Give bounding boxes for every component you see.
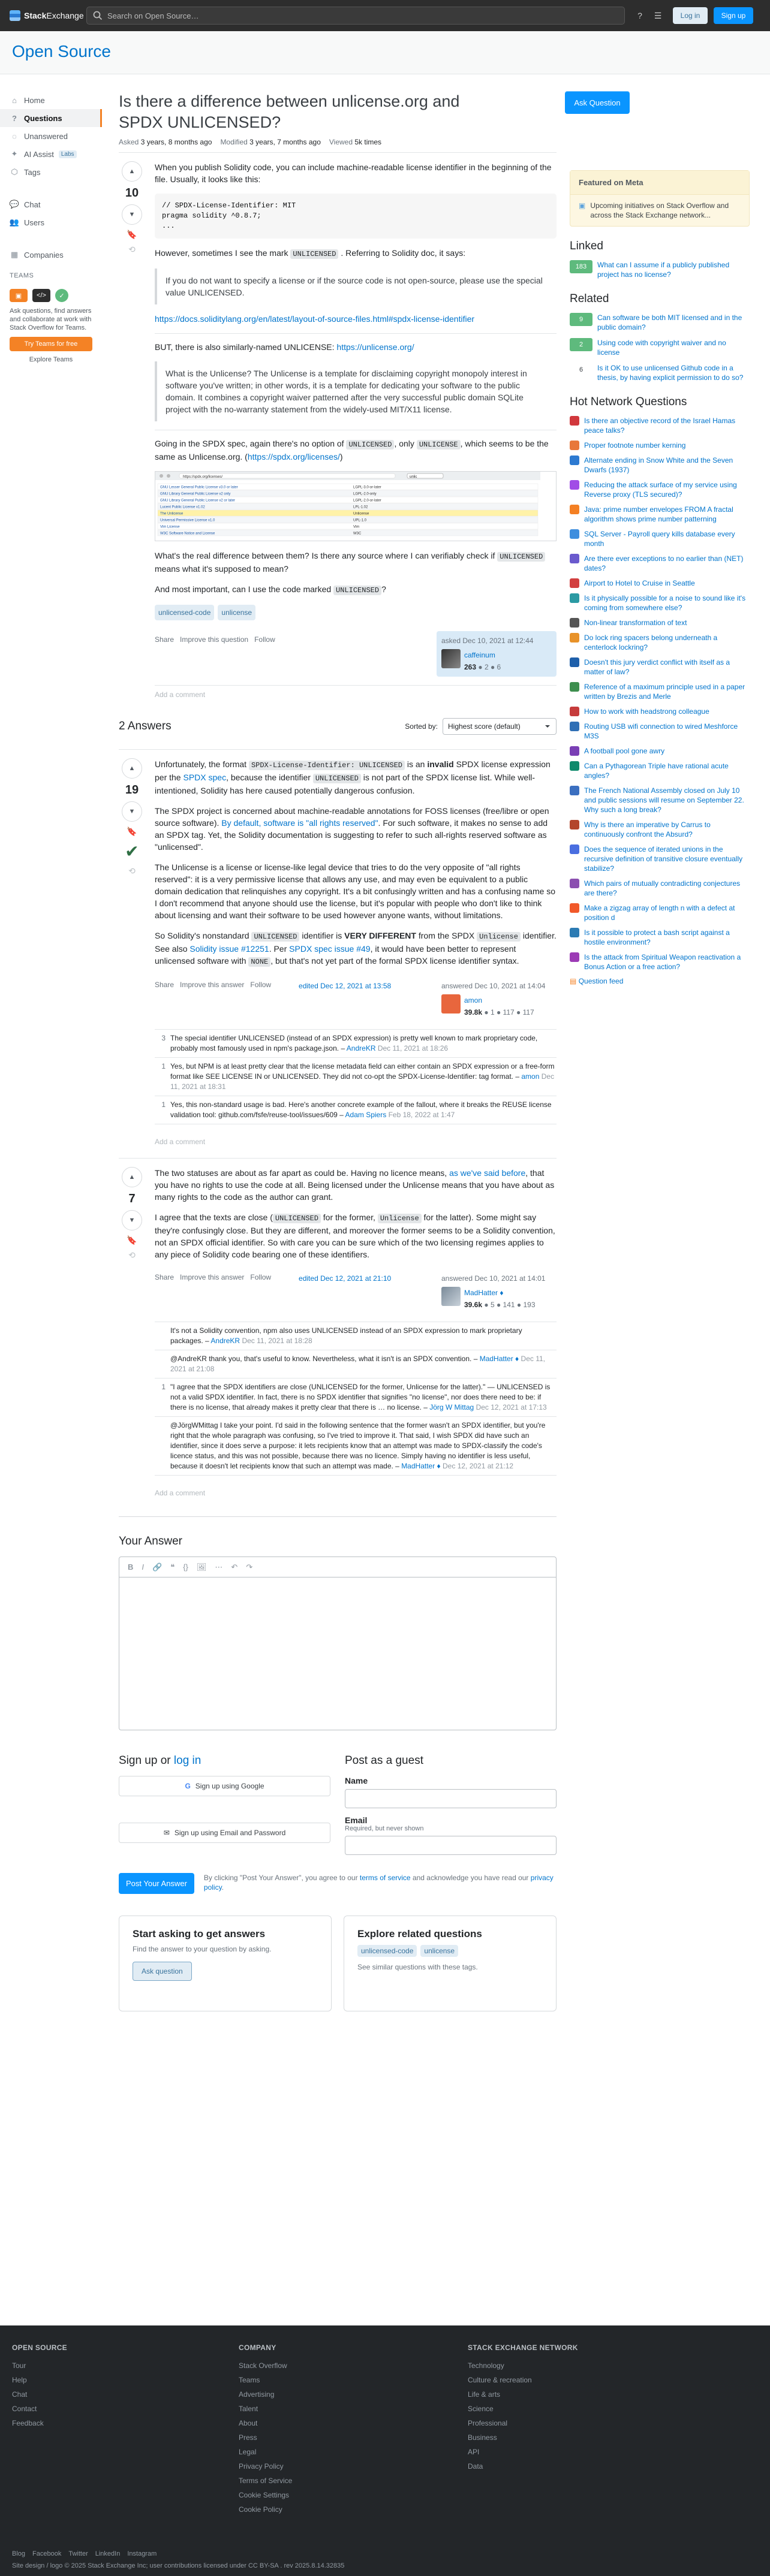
teams-promo: ▣ </> ✓ Ask questions, find answers and collaborate at work with Stack Overflow for Teams. Try Teams for free Explore Teams (0, 279, 102, 363)
footer-link[interactable]: Terms of Service (239, 2477, 293, 2485)
footer-link[interactable]: Tour (12, 2361, 26, 2370)
footer-link[interactable]: Data (468, 2462, 483, 2471)
unanswered-icon: ◌ (12, 131, 17, 141)
hot-network-question[interactable]: Are there ever exceptions to no earlier than (NET) dates? (570, 554, 750, 573)
code-block: // SPDX-License-Identifier: MIT pragma solidity ^0.8.7; ... (155, 194, 557, 239)
divider (119, 1516, 557, 1517)
copyright: Site design / logo © 2025 Stack Exchange Inc; user contributions licensed under CC BY-SA . rev 2025.8.14.32835 (12, 2562, 345, 2569)
screenshot-svg (155, 472, 540, 538)
email-icon: ✉ (163, 1829, 170, 1837)
spdx-licenses-link[interactable]: https://spdx.org/licenses/ (247, 452, 340, 461)
footer-link[interactable]: Talent (239, 2405, 258, 2413)
post-answer-button[interactable]: Post Your Answer (119, 1873, 194, 1894)
signup-button[interactable]: Sign up (714, 7, 753, 24)
footer-link[interactable]: Chat (12, 2390, 28, 2399)
shot-row-name: The Unlicense (160, 512, 184, 516)
downvote-button[interactable]: ▼ (122, 204, 142, 225)
question-footer (155, 631, 557, 677)
footer-link[interactable]: Help (12, 2376, 27, 2384)
ask-question-button[interactable]: Ask Question (565, 91, 630, 114)
your-answer-heading: Your Answer (119, 1535, 182, 1548)
site-icon (570, 879, 579, 888)
hot-network-question[interactable]: Make a zigzag array of length n with a defect at position d (570, 903, 750, 922)
image-icon[interactable]: 🖼 (196, 1562, 207, 1571)
comment: 1 Yes, this non-standard usage is bad. Here's another concrete example of the fallout, where it breaks the REUSE license validation tool: github.com/fsfe/reuse-tool/issues/609 – Adam Spiers Feb 18, 2022 at 1:47 (155, 1096, 557, 1124)
accepted-check-icon: ✔ (125, 842, 139, 861)
email-field[interactable] (345, 1836, 557, 1855)
linked-question[interactable]: 183 What can I assume if a publicly published project has no license? (570, 260, 750, 279)
all-rights-reserved-link[interactable]: By default, software is "all rights reserved" (221, 818, 378, 828)
question-title[interactable]: Is there a difference between unlicense.org and SPDX UNLICENSED? (119, 92, 460, 131)
footer-link[interactable]: Life & arts (468, 2390, 501, 2399)
vote-count: 19 (125, 783, 139, 797)
blockquote: If you do not want to specify a license or if the source code is not open-source, please use the special value UNLICENSED. (155, 269, 557, 304)
explore-teams-link[interactable]: Explore Teams (29, 356, 73, 363)
avatar[interactable] (441, 649, 461, 668)
footer-link[interactable]: Teams (239, 2376, 260, 2384)
shot-row-id: W3C (353, 532, 362, 536)
question-tags (155, 605, 557, 620)
social-link[interactable]: Twitter (68, 2550, 88, 2557)
shot-search: unlic (410, 475, 417, 479)
answerer-card: answered Dec 10, 2021 at 14:04 amon 39.8k ● 1 ● 117 ● 117 (441, 982, 546, 1016)
footer-link[interactable]: Contact (12, 2405, 37, 2413)
shot-row (158, 523, 538, 529)
comment-author-link[interactable]: MadHatter ♦ (401, 1462, 441, 1470)
hot-network-question[interactable]: Proper footnote number kerning (570, 441, 750, 450)
home-icon: ⌂ (12, 95, 17, 105)
footer-link[interactable]: About (239, 2419, 258, 2427)
site-icon (570, 682, 579, 692)
stackexchange-logo-icon (10, 10, 20, 21)
unlicense-link[interactable]: https://unlicense.org/ (336, 342, 414, 352)
footer-link[interactable]: Professional (468, 2419, 508, 2427)
try-teams-button[interactable]: Try Teams for free (10, 337, 92, 351)
search-icon (93, 11, 103, 20)
featured-item[interactable]: ▣ Upcoming initiatives on Stack Overflow and across the Stack Exchange network... (579, 201, 729, 219)
improve-answer-link[interactable]: Improve this answer (180, 1273, 245, 1281)
improve-answer-link[interactable]: Improve this answer (180, 981, 245, 989)
quote-icon[interactable]: ❝ (170, 1562, 175, 1571)
site-switcher-icon[interactable]: ☰ (654, 10, 662, 20)
spdx-screenshot-image[interactable] (155, 471, 557, 541)
related-question[interactable]: 6 Is it OK to use unlicensed Github code in a thesis, by having explicit permission to do so? (570, 363, 750, 382)
hot-network-question[interactable]: Which pairs of mutually contradicting conjectures are there? (570, 879, 750, 898)
footer-column-network: STACK EXCHANGE NETWORK Technology Culture & recreation Life & arts Science Professional Business API Data (468, 2343, 578, 2471)
site-icon (570, 844, 579, 854)
hot-network-question[interactable]: Does the sequence of iterated unions in the recursive definition of transitive closure eventually stabilize? (570, 844, 750, 873)
comment: 1 Yes, but NPM is at least pretty clear that the license metadata field can either contain an SPDX expression or a free-form format like SEE LICENSE IN or UNLICENSED. They did not co-opt the SPDX-License-Identifier: tag format. – amon Dec 11, 2021 at 18:31 (155, 1058, 557, 1096)
tag-unlicense[interactable]: unlicense (218, 605, 255, 620)
comment: 1 "I agree that the SPDX identifiers are close (UNLICENSED for the former, Unlicense for the latter)." — UNLICENSED is not a valid SPDX identifier. In fact, there is no SPDX identifier that signifies "no license", nor does there need to be: if there is no license, that already makes it pretty clear that there is … no license. – Jörg W Mittag Dec 12, 2021 at 17:13 (155, 1379, 557, 1417)
site-icon (570, 416, 579, 426)
tag-unlicensed-code[interactable]: unlicensed-code (155, 605, 214, 620)
hot-network-question[interactable]: Is there an objective record of the Israel Hamas peace talks? (570, 416, 750, 435)
google-icon: G (185, 1782, 191, 1790)
site-icon (570, 578, 579, 588)
solidity-docs-link[interactable]: https://docs.soliditylang.org/en/latest/layout-of-source-files.html#spdx-license-identifier (155, 314, 475, 324)
search-input[interactable]: Search on Open Source… (86, 7, 625, 25)
italic-icon[interactable]: I (142, 1563, 145, 1571)
upvote-button[interactable]: ▲ (122, 758, 142, 779)
related-heading: Related (570, 292, 609, 305)
follow-link[interactable]: Follow (250, 981, 272, 989)
hot-network-question[interactable]: Do lock ring spacers belong underneath a centerlock lockring? (570, 633, 750, 652)
comment: @JörgWMittag I take your point. I'd said in the following sentence that the former wasn't an SPDX identifier, but you're right that the whole paragraph was confusing, so I've tried to improve it. That said, I wish SPDX did have such an identifier, since it does serve a purpose: it lets recipients know that an attempt was made to SPDX-classify the code's licence status, and this was not possible, because there was no licence. Simply having no identifier is less useful, because it doesn't let recipients know that such an attempt was made. – MadHatter ♦ Dec 12, 2021 at 21:12 (155, 1417, 557, 1476)
site-icon (570, 657, 579, 667)
nav-home[interactable]: ⌂ Home (0, 91, 102, 109)
site-title[interactable]: Open Source (12, 42, 111, 61)
shot-row-name: Universal Permissive License v1.0 (160, 518, 215, 523)
history-icon[interactable]: ⟲ (128, 1250, 136, 1260)
rss-icon: ▤ (570, 977, 577, 985)
footer-link[interactable]: Culture & recreation (468, 2376, 532, 2384)
footer-link[interactable]: Technology (468, 2361, 504, 2370)
avatar[interactable] (441, 994, 461, 1013)
chat-icon: 💬 (9, 200, 20, 209)
nav-ai-assist[interactable]: ✦ AI Assist Labs (0, 145, 102, 163)
comment-list (155, 1322, 557, 1476)
answer-footer (155, 976, 557, 1022)
hot-network-question[interactable]: How to work with headstrong colleague (570, 707, 750, 716)
site-icon (570, 903, 579, 913)
site-icon (570, 928, 579, 937)
answer-vote-cell (119, 758, 145, 1022)
said-before-link[interactable]: as we've said before (449, 1168, 526, 1178)
vote-count: 7 (128, 1192, 136, 1205)
footer-link[interactable]: Press (239, 2433, 257, 2442)
comment-author-link[interactable]: amon (521, 1072, 540, 1081)
comment-author-link[interactable]: MadHatter ♦ (479, 1355, 519, 1363)
editor-toolbar (119, 1557, 556, 1577)
site-icon (570, 761, 579, 771)
upvote-button[interactable]: ▲ (122, 1167, 142, 1187)
site-icon (570, 480, 579, 490)
asker-card: asked Dec 10, 2021 at 12:44 caffeinum 263 ● 2 ● 6 (437, 631, 557, 677)
site-icon (570, 529, 579, 539)
meta-icon: ▣ (579, 201, 586, 210)
answers-header: 2 Answers Sorted by: Highest score (default) (119, 718, 557, 741)
add-comment-link[interactable]: Add a comment (155, 1489, 206, 1497)
nav-questions[interactable]: ? Questions (0, 109, 102, 127)
site-icon (570, 786, 579, 795)
spdx-spec-link[interactable]: SPDX spec (183, 773, 227, 782)
nav-chat[interactable]: 💬 Chat (9, 200, 41, 209)
shot-row-id: LGPL-3.0-or-later (353, 485, 381, 490)
question-feed-link[interactable]: Question feed (578, 977, 624, 985)
nav-companies[interactable]: ▦ Companies (10, 250, 64, 260)
main-content: Is there a difference between unlicense.org and SPDX UNLICENSED? Asked 3 years, 8 months ago Modified 3 years, 7 months ago Viewed 5k times ▲ 10 ▼ 🔖 ⟲ When you publish Solidity code, you can include machine-readable license identifier in the beginning of the file. Usually, it looks like this: // SPDX-License-Identifier: MIT pragma solidity ^0.8.7; ... However, sometimes I see the mark UNLICENSED . Referring to Solidity doc, it says: If you do not want to specify a license or if the source code is not open-source, please use the special value UNLICENSED. https://docs.soliditylang.org/en/latest/layout-of-source-files.html#spdx-license-identifier BUT, there is also similarly-named UNLICENSE: https://unlicense.org/ What is the Unlicense? The Unlicense is a template for disclaiming copyright monopoly interest in software you've written; in other words, it is a template for dedicating your software to the public domain. It combines a copyright waiver patterned after the very successful public domain SQLite project with the no-warranty statement from the widely-used MIT/X11 license. Going in the SPDX spec, again there's no option of UNLICENSED , only UNLICENSE , which seems to be the same as Unlicense.org. (https://spdx.org/licenses/) https://spdx.org/licenses/ unlic GNU Lesser General Public License v3.0 or later LGPL-3.0-or-later GNU Library General Public License v2 only LGPL-2.0-only GNU Library General Public License v2 or later LGPL-2.0-or-later Lucent Public License v1.02 LPL-1.02 The Unlicense Unlicense Universal Permissive License v1.0 UPL-1.0 Vim License Vim W3C Software Notice and License W3C What's the real difference between them? Is there any source where I can verifiably check if UNLICENSED means what it's supposed to mean? And most important, can I use the code marked UNLICENSED ? unlicensed-code unlicense Share Improve this question Follow asked Dec 10, 2021 at 12:44 caffeinum 263 ● 2 ● 6 Add a comment 2 Answers Sorted by: Highest score (default) ▲ 19 ▼ 🔖 ✔ ⟲ Unfortunately, the format SPDX-License-Identifier: UNLICENSED is an invalid SPDX license expression per the SPDX spec, because the identifier UNLICENSED is not part of the SPDX license list. While well-intentioned, Solidity has here caused potentially dangerous confusion. The SPDX project is concerned about machine-readable annotations for FOSS licenses (free/libre or open source software). By default, software is "all rights reserved". For such software, it makes no sense to add an SPDX tag. Yet, the Solidity documentation is suggesting to refer to such all-rights reserved software as "unlicensed". The Unlicense is a license or license-like legal device that tries to do the very opposite of "all rights reserved": it is a very permissive license that allows any use, and may even be equivalent to a public domain dedication that relinquishes any copyright. It's a bit confusingly written and has a confusing name so I don't recommend that anyone should use the license, but it's popular with people who don't like to think about licensing and want their software to be used however anyone wants, without limitations. So Solidity's nonstandard UNLICENSED identifier is VERY DIFFERENT from the SPDX Unlicense identifier. See also Solidity issue #12251. Per SPDX spec issue #49, it would have been better to represent unlicensed software with NONE , but that's not yet part of the formal SPDX license identifier syntax. Share Improve this answer Follow edited Dec 12, 2021 at 13:58 answered Dec 10, 2021 at 14:04 amon 39.8k ● 1 ● 117 ● 117 3 The special identifier UNLICENSED (instead of an SPDX expression) is pretty well known to mark proprietary code, probably most famously used in npm's package.json. – AndreKR Dec 11, 2021 at 18:26 1 Yes, but NPM is at least pretty clear that the license metadata field can either contain an SPDX expression or a free-form format like SEE LICENSE IN or UNLICENSED. They did not co-opt the SPDX-License-Identifier: tag format. – amon Dec 11, 2021 at 18:31 1 Yes, this non-standard usage is bad. Here's another concrete example of the fallout, where it breaks the REUSE license validation tool: github.com/fsfe/reuse-tool/issues/609 – Adam Spiers Feb 18, 2022 at 1:47 Add a comment ▲ 7 ▼ 🔖 ⟲ The two statuses are about as far apart as could be. Having no licence means, as we've said before, that you have no rights to use the code at all. Being licensed under the Unlicense means that you have about as many rights to the code as the author can grant. I agree that the texts are close ( UNLICENSED for the former, Unlicense for the latter). Some might say they're confusingly close. But they are different, and moreover the former seems to be a Solidity convention, not an SPDX official identifier. So with care you can be sure which of the two licensing regimes applies to any piece of Solidity code bearing one of these identifiers. Share Improve this answer Follow edited Dec 12, 2021 at 21:10 answered Dec 10, 2021 at 14:01 MadHatter ♦ 39.6k ● 5 ● 141 ● 193 It's not a Solidity convention, npm also uses UNLICENSED instead of an SPDX expression to mark proprietary packages. – AndreKR Dec 11, 2021 at 18:28 @AndreKR thank you, that's useful to know. Nevertheless, what it isn't is an SPDX convention. – MadHatter ♦ Dec 11, 2021 at 21:08 1 "I agree that the SPDX identifiers are close (UNLICENSED for the former, Unlicense for the latter)." — UNLICENSED is not a valid SPDX identifier. In fact, there is no SPDX identifier that signifies "no license", nor does there need to be: if there is no license, that already makes it pretty clear that there is … no license. – Jörg W Mittag Dec 12, 2021 at 17:13 @JörgWMittag I take your point. I'd said in the following sentence that the former wasn't an SPDX identifier, but you're right that the whole paragraph was confusing, so I've tried to improve it. That said, I wish SPDX did have such an identifier, since it does serve a purpose: it lets recipients know that an attempt was made to SPDX-classify the code's licence status, and this was not possible, because there was no licence. Simply having no identifier is less useful, because it doesn't let recipients know that such an attempt was made. – MadHatter ♦ Dec 12, 2021 at 21:12 Add a comment Your Answer B I 🔗 ❝ {} 🖼 ⋯ ↶ ↷ Sign up or log in G Sign up using Google ✉ Sign up using Email and Password Post as a guest Name Email Required, but never shown Post Your Answer By clicking "Post Your Answer", you agree to our terms of service and acknowledge you have read our privacy policy. Start asking to get answers Find the answer to your question by asking. Ask question Explore related questions unlicensed-code unlicense See similar questions with these tags. (119, 91, 557, 2011)
site-icon (570, 746, 579, 756)
question-vote-cell (119, 161, 145, 677)
code-icon[interactable]: {} (183, 1563, 188, 1571)
shot-row-id: Vim (353, 525, 360, 529)
user-link[interactable]: caffeinum (464, 651, 495, 659)
hot-network-list (570, 416, 750, 972)
hot-network-question[interactable]: Reducing the attack surface of my service using Reverse proxy (TLS secured)? (570, 480, 750, 499)
questions-icon: ? (12, 113, 17, 123)
shot-row-name: Vim License (160, 525, 180, 529)
hot-network-question[interactable]: A football pool gone awry (570, 746, 750, 756)
start-asking-box: Start asking to get answers Find the answer to your question by asking. Ask question (119, 1916, 332, 2011)
shot-row-name: W3C Software Notice and License (160, 532, 215, 536)
site-icon (570, 820, 579, 829)
privacy-link[interactable]: privacy policy (203, 1874, 554, 1892)
hot-network-question[interactable]: Is it possible to protect a bash script against a hostile environment? (570, 928, 750, 947)
login-link[interactable]: log in (173, 1754, 201, 1767)
answer-footer (155, 1269, 557, 1314)
hot-network-question[interactable]: Airport to Hotel to Cruise in Seattle (570, 578, 750, 588)
site-icon (570, 554, 579, 563)
hot-network-question[interactable]: Doesn't this jury verdict conflict with itself as a matter of law? (570, 657, 750, 677)
teams-heading: TEAMS (10, 272, 34, 279)
user-link[interactable]: amon (464, 996, 483, 1005)
shot-row-id: LGPL-2.0-only (353, 492, 377, 496)
site-icon (570, 707, 579, 716)
terms-link[interactable]: terms of service (359, 1874, 411, 1882)
featured-on-meta: Featured on Meta ▣ Upcoming initiatives on Stack Overflow and across the Stack Exchange network... (570, 170, 750, 227)
hot-network-question[interactable]: Routing USB wifi connection to wired Meshforce M3S (570, 722, 750, 741)
answerer-card: answered Dec 10, 2021 at 14:01 MadHatter ♦ 39.6k ● 5 ● 141 ● 193 (441, 1274, 546, 1309)
share-link[interactable]: Share (155, 981, 175, 989)
user-link[interactable]: MadHatter ♦ (464, 1289, 504, 1297)
hot-network-question[interactable]: SQL Server - Payroll query kills database every month (570, 529, 750, 548)
related-question[interactable]: 2 Using code with copyright waiver and no license (570, 338, 750, 357)
improve-question-link[interactable]: Improve this question (180, 635, 249, 644)
stackexchange-logo[interactable]: StackExchange (10, 10, 88, 21)
history-icon[interactable]: ⟲ (128, 245, 136, 254)
shot-row-id: Unlicense (353, 512, 369, 516)
answer-body: The two statuses are about as far apart as could be. Having no licence means, as we've said before, that you have no rights to use the code at all. Being licensed under the Unlicense means that you have about as many rights to the code as the author can grant. I agree that the texts are close ( UNLICENSED for the former, Unlicense for the latter). Some might say they're confusingly close. But they are different, and moreover the former seems to be a Solidity convention, not an SPDX official identifier. So with care you can be sure which of the two licensing regimes applies to any piece of Solidity code bearing one of these identifiers. Share Improve this answer Follow edited Dec 12, 2021 at 21:10 answered Dec 10, 2021 at 14:01 MadHatter ♦ 39.6k ● 5 ● 141 ● 193 (145, 1167, 557, 1314)
tag-unlicense[interactable]: unlicense (420, 1945, 458, 1957)
shot-row-id: LGPL-2.0-or-later (353, 499, 381, 503)
site-icon (570, 441, 579, 450)
teams-check-icon: ✓ (55, 289, 68, 302)
related-question[interactable]: 9 Can software be both MIT licensed and in the public domain? (570, 313, 750, 332)
tag-unlicensed-code[interactable]: unlicensed-code (357, 1945, 417, 1957)
social-links (12, 2550, 344, 2557)
footer-link[interactable]: Advertising (239, 2390, 275, 2399)
bookmark-icon[interactable]: 🔖 (127, 827, 137, 836)
footer-link[interactable]: Science (468, 2405, 494, 2413)
answer-vote-cell (119, 1167, 145, 1314)
comment: It's not a Solidity convention, npm also uses UNLICENSED instead of an SPDX expression to mark proprietary packages. – AndreKR Dec 11, 2021 at 18:28 (155, 1322, 557, 1350)
nav-unanswered[interactable]: ◌ Unanswered (0, 127, 102, 145)
hot-network-question[interactable]: Is the attack from Spiritual Weapon reactivation a Bonus Action or a free action? (570, 952, 750, 972)
comment-author-link[interactable]: AndreKR (346, 1044, 376, 1052)
upvote-button[interactable]: ▲ (122, 161, 142, 182)
login-button[interactable]: Log in (673, 7, 708, 24)
site-icon (570, 593, 579, 603)
footer-column-company: COMPANY Stack Overflow Teams Advertising Talent About Press Legal Privacy Policy Terms of Service Cookie Settings Cookie Policy (239, 2343, 293, 2514)
downvote-button[interactable]: ▼ (122, 801, 142, 822)
hot-network-question[interactable]: Is it physically possible for a noise to sound like it's coming from somewhere else? (570, 593, 750, 613)
spdx-issue-link[interactable]: SPDX spec issue #49 (289, 944, 371, 954)
social-link[interactable]: LinkedIn (95, 2550, 121, 2557)
labs-badge: Labs (59, 150, 77, 158)
site-icon (570, 456, 579, 465)
downvote-button[interactable]: ▼ (122, 1210, 142, 1230)
comment: 3 The special identifier UNLICENSED (instead of an SPDX expression) is pretty well known to mark proprietary code, probably most famously used in npm's package.json. – AndreKR Dec 11, 2021 at 18:26 (155, 1030, 557, 1058)
follow-link[interactable]: Follow (250, 1273, 272, 1281)
hot-network-question[interactable]: Can a Pythagorean Triple have rational acute angles? (570, 761, 750, 780)
footer-link[interactable]: Legal (239, 2448, 257, 2456)
comment-list (155, 1029, 557, 1124)
bold-icon[interactable]: B (128, 1563, 134, 1571)
history-icon[interactable]: ⟲ (128, 866, 136, 876)
bookmark-icon[interactable]: 🔖 (127, 230, 137, 239)
hot-network-question[interactable]: Why is there an imperative by Carrus to continuously confront the Absurd? (570, 820, 750, 839)
teams-code-icon: </> (32, 289, 50, 302)
shot-url: https://spdx.org/licenses/ (183, 475, 223, 479)
site-icon (570, 505, 579, 514)
edited-link[interactable]: edited Dec 12, 2021 at 21:10 (299, 1274, 392, 1283)
explore-related-box: Explore related questions unlicensed-code unlicense See similar questions with these tags. (344, 1916, 557, 2011)
social-link[interactable]: Instagram (127, 2550, 157, 2557)
site-icon (570, 722, 579, 731)
social-link[interactable]: Blog (12, 2550, 26, 2557)
answer-editor[interactable] (119, 1557, 557, 1730)
ask-question-button[interactable]: Ask question (133, 1962, 192, 1981)
shot-row-id: UPL-1.0 (353, 518, 367, 523)
bookmark-icon[interactable]: 🔖 (127, 1235, 137, 1245)
site-icon (570, 618, 579, 628)
vote-count: 10 (125, 186, 139, 200)
solidity-issue-link[interactable]: Solidity issue #12251 (190, 944, 269, 954)
comment: @AndreKR thank you, that's useful to know. Nevertheless, what it isn't is an SPDX convention. – MadHatter ♦ Dec 11, 2021 at 21:08 (155, 1350, 557, 1379)
answer-post (119, 1158, 557, 1314)
footer-link[interactable]: Privacy Policy (239, 2462, 284, 2471)
comment-author-link[interactable]: Jörg W Mittag (429, 1403, 474, 1411)
add-comment-link[interactable]: Add a comment (155, 1138, 206, 1146)
signup-section: Sign up or log in G Sign up using Google ✉ Sign up using Email and Password Post as a guest Name Email Required, but never shown (119, 1754, 557, 1862)
email-signup-button[interactable]: ✉ Sign up using Email and Password (119, 1823, 330, 1843)
left-sidebar (0, 91, 102, 363)
tag-icon: ⬡ (11, 167, 18, 176)
blockquote: What is the Unlicense? The Unlicense is a template for disclaiming copyright monopoly interest in software you've written; in other words, it is a template for dedicating your software to the public domain. It combines a copyright waiver patterned after the very successful public domain SQLite project with the no-warranty statement from the widely-used MIT/X11 license. (155, 361, 557, 421)
hot-network-heading: Hot Network Questions (570, 396, 687, 408)
hot-network-question[interactable]: The French National Assembly closed on July 10 and public sessions will resume on September 22. Why such a long break? (570, 786, 750, 815)
comment-author-link[interactable]: Adam Spiers (345, 1111, 387, 1119)
teams-briefcase-icon: ▣ (10, 289, 28, 302)
hot-network-question[interactable]: Java: prime number envelopes FROM A fractal algorithm shows prime number patterning (570, 505, 750, 524)
shot-row-id: LPL-1.02 (353, 505, 368, 509)
site-icon (570, 633, 579, 643)
nav-users[interactable]: 👥 Users (9, 218, 44, 227)
google-signup-button[interactable]: G Sign up using Google (119, 1776, 330, 1796)
site-footer (0, 2325, 770, 2576)
footer-link[interactable]: API (468, 2448, 480, 2456)
footer-column-site: OPEN SOURCE Tour Help Chat Contact Feedback (12, 2343, 67, 2427)
comment-author-link[interactable]: AndreKR (210, 1337, 240, 1345)
share-link[interactable]: Share (155, 1273, 175, 1281)
social-link[interactable]: Facebook (32, 2550, 62, 2557)
shot-row-name: GNU Library General Public License v2 only (160, 492, 231, 496)
answer-post (119, 749, 557, 1022)
question-body: When you publish Solidity code, you can include machine-readable license identifier in the beginning of the file. Usually, it looks like this: // SPDX-License-Identifier: MIT pragma solidity ^0.8.7; ... However, sometimes I see the mark UNLICENSED . Referring to Solidity doc, it says: If you do not want to specify a license or if the source code is not open-source, please use the special value UNLICENSED. https://docs.soliditylang.org/en/latest/layout-of-source-files.html#spdx-license-identifier BUT, there is also similarly-named UNLICENSE: https://unlicense.org/ What is the Unlicense? The Unlicense is a template for disclaiming copyright monopoly interest in software you've written; in other words, it is a template for dedicating your software to the public domain. It combines a copyright waiver patterned after the very successful public domain SQLite project with the no-warranty statement from the widely-used MIT/X11 license. Going in the SPDX spec, again there's no option of UNLICENSED , only UNLICENSE , which seems to be the same as Unlicense.org. (https://spdx.org/licenses/) https://spdx.org/licenses/ unlic GNU Lesser General Public License v3.0 or later LGPL-3.0-or-later GNU Library General Public License v2 only LGPL-2.0-only GNU Library General Public License v2 or later LGPL-2.0-or-later Lucent Public License v1.02 LPL-1.02 The Unlicense Unlicense Universal Permissive License v1.0 UPL-1.0 Vim License Vim W3C Software Notice and License W3C What's the real difference between them? Is there any source where I can verifiably check if UNLICENSED means what it's supposed to mean? And most important, can I use the code marked UNLICENSED ? unlicensed-code unlicense Share Improve this question Follow asked Dec 10, 2021 at 12:44 caffeinum 263 ● 2 ● 6 (145, 161, 557, 677)
bottom-promo (119, 1916, 557, 2011)
right-sidebar (570, 170, 750, 985)
site-header (0, 31, 770, 74)
link-icon[interactable]: 🔗 (152, 1562, 163, 1571)
sparkle-icon: ✦ (11, 149, 18, 158)
hot-network-question[interactable]: Reference of a maximum principle used in a paper written by Brezis and Merle (570, 682, 750, 701)
shot-row-name: Lucent Public License v1.02 (160, 505, 205, 509)
shot-row-name: GNU Lesser General Public License v3.0 or later (160, 485, 238, 490)
follow-link[interactable]: Follow (254, 635, 275, 644)
question-post (119, 161, 557, 677)
name-field[interactable] (345, 1789, 557, 1808)
undo-icon[interactable]: ↶ (231, 1562, 238, 1571)
shot-row (158, 503, 538, 509)
redo-icon[interactable]: ↷ (246, 1562, 253, 1571)
hot-network-question[interactable]: Alternate ending in Snow White and the Seven Dwarfs (1937) (570, 456, 750, 475)
footer-link[interactable]: Business (468, 2433, 497, 2442)
answers-count: 2 Answers (119, 720, 172, 732)
footer-link[interactable]: Stack Overflow (239, 2361, 287, 2370)
edited-link[interactable]: edited Dec 12, 2021 at 13:58 (299, 982, 392, 990)
footer-link[interactable]: Feedback (12, 2419, 44, 2427)
top-bar (0, 0, 770, 31)
share-link[interactable]: Share (155, 635, 175, 644)
sort-select[interactable]: Highest score (default) (443, 718, 557, 735)
add-comment-link[interactable]: Add a comment (155, 685, 557, 705)
footer-link[interactable]: Cookie Settings (239, 2491, 290, 2499)
shot-row-name: GNU Library General Public License v2 or later (160, 499, 236, 503)
hot-network-question[interactable]: Non-linear transformation of text (570, 618, 750, 628)
users-icon: 👥 (9, 218, 20, 227)
site-icon (570, 952, 579, 962)
linked-heading: Linked (570, 240, 603, 252)
avatar[interactable] (441, 1287, 461, 1306)
more-icon[interactable]: ⋯ (215, 1562, 223, 1571)
help-icon[interactable]: ? (637, 11, 642, 20)
footer-link[interactable]: Cookie Policy (239, 2505, 282, 2514)
shot-row (158, 510, 538, 516)
answer-body: Unfortunately, the format SPDX-License-Identifier: UNLICENSED is an invalid SPDX license expression per the SPDX spec, because the identifier UNLICENSED is not part of the SPDX license list. While well-intentioned, Solidity has here caused potentially dangerous confusion. The SPDX project is concerned about machine-readable annotations for FOSS licenses (free/libre or open source software). By default, software is "all rights reserved". For such software, it makes no sense to add an SPDX tag. Yet, the Solidity documentation is suggesting to refer to such all-rights reserved software as "unlicensed". The Unlicense is a license or license-like legal device that tries to do the very opposite of "all rights reserved": it is a very permissive license that allows any use, and may even be equivalent to a public domain dedication that relinquishes any copyright. It's a bit confusingly written and has a confusing name so I don't recommend that anyone should use the license, but it's popular with people who don't like to think about licensing and want their software to be used however anyone wants, without limitations. So Solidity's nonstandard UNLICENSED identifier is VERY DIFFERENT from the SPDX Unlicense identifier. See also Solidity issue #12251. Per SPDX spec issue #49, it would have been better to represent unlicensed software with NONE , but that's not yet part of the formal SPDX license identifier syntax. Share Improve this answer Follow edited Dec 12, 2021 at 13:58 answered Dec 10, 2021 at 14:04 amon 39.8k ● 1 ● 117 ● 117 (145, 758, 557, 1022)
companies-icon: ▦ (10, 250, 19, 259)
question-meta: Asked 3 years, 8 months ago Modified 3 years, 7 months ago Viewed 5k times (119, 138, 557, 153)
nav-tags[interactable]: ⬡ Tags (0, 163, 102, 181)
